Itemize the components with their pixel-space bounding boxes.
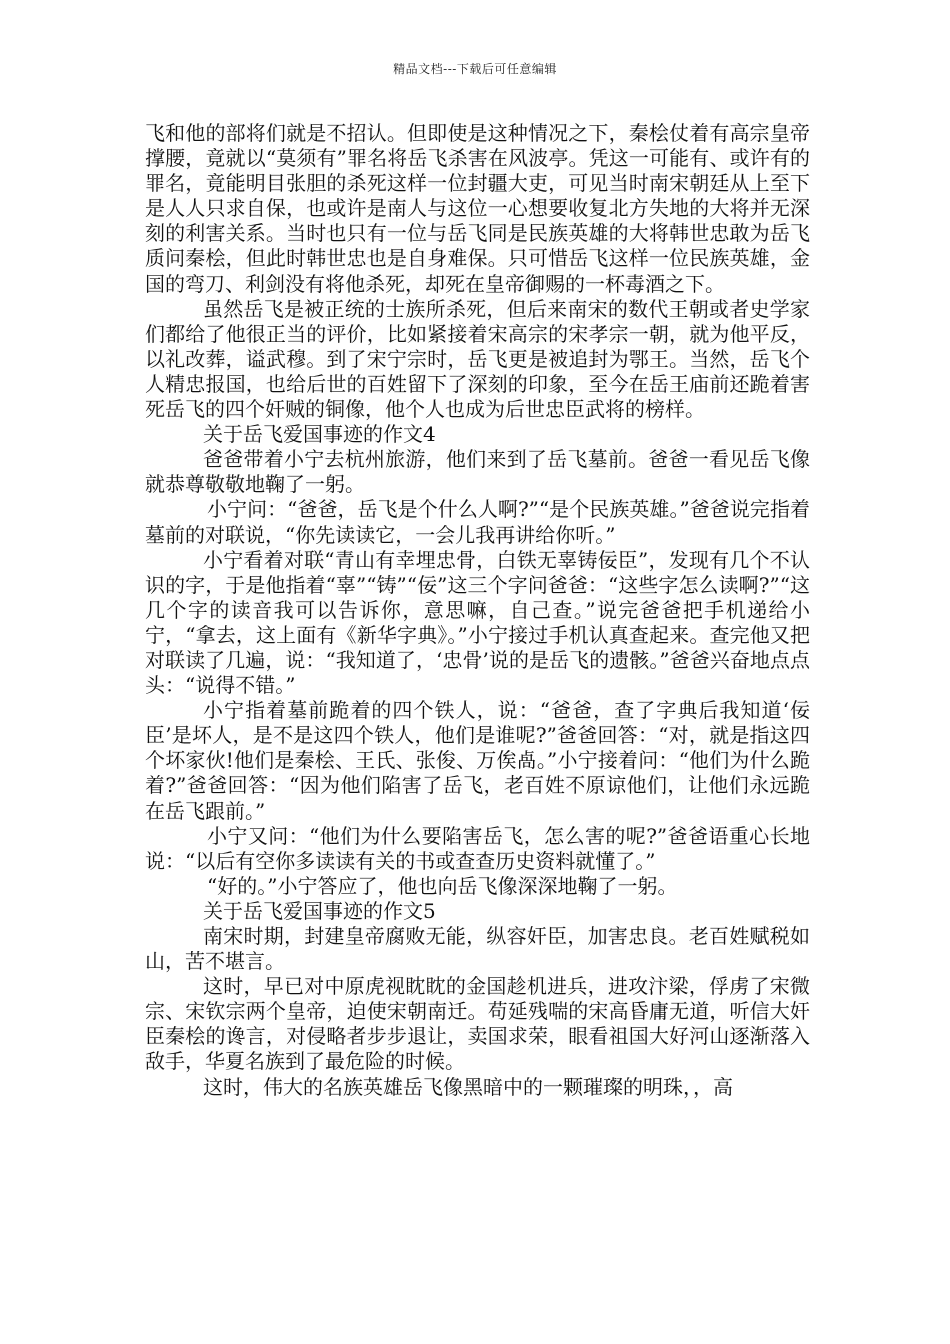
paragraph: 虽然岳飞是被正统的士族所杀死，但后来南宋的数代王朝或者史学家们都给了他很正当的评价，比如紧接着宋高宗的宋孝宗一朝，就为他平反，以礼改葬，谥武穆。到了宋宁宗时，岳飞更是被追封为鄂王。当然，岳飞个人精忠报国，也给后世的百姓留下了深刻的印象，至今在岳王庙前还跪着害死岳飞的四个奸贼的铜像，他个人也成为后世忠臣武将的榜样。 [145,296,810,422]
paragraph: 小宁又问：“他们为什么要陷害岳飞，怎么害的呢?”爸爸语重心长地说：“以后有空你多读读有关的书或查查历史资料就懂了。” [145,823,810,873]
page-header: 精品文档---下载后可任意编辑 [393,62,557,76]
paragraph: 这时，伟大的名族英雄岳飞像黑暗中的一颗璀璨的明珠，，高 [203,1074,733,1099]
section-heading: 关于岳飞爱国事迹的作文5 [203,898,436,923]
paragraph: “好的。”小宁答应了，他也向岳飞像深深地鞠了一躬。 [207,873,678,898]
paragraph: 小宁指着墓前跪着的四个铁人，说：“爸爸，查了字典后我知道‘佞臣’是坏人，是不是这四个铁人，他们是谁呢?”爸爸回答：“对，就是指这四个坏家伙!他们是秦桧、王氏、张俊、万俟卨。”小宁接着问：“他们为什么跪着?”爸爸回答：“因为他们陷害了岳飞，老百姓不原谅他们，让他们永远跪在岳飞跟前。” [145,698,810,823]
paragraph: 小宁看着对联“青山有幸埋忠骨，白铁无辜铸佞臣”，发现有几个不认识的字，于是他指着“辜”“铸”“佞”这三个字问爸爸：“这些字怎么读啊?”“这几个字的读音我可以告诉你，意思嘛，自己查。”说完爸爸把手机递给小宁，“拿去，这上面有《新华字典》。”小宁接过手机认真查起来。查完他又把对联读了几遍，说：“我知道了，‘忠骨’说的是岳飞的遗骸。”爸爸兴奋地点点头：“说得不错。” [145,547,810,698]
paragraph: 爸爸带着小宁去杭州旅游，他们来到了岳飞墓前。爸爸一看见岳飞像就恭尊敬敬地鞠了一躬。 [145,447,810,497]
paragraph: 这时，早已对中原虎视眈眈的金国趁机进兵，进攻汴梁，俘虏了宋微宗、宋钦宗两个皇帝，迫使宋朝南迁。苟延残喘的宋高昏庸无道，听信大奸臣秦桧的谗言，对侵略者步步退让，卖国求荣，眼看祖国大好河山逐渐落入敌手，华夏名族到了最危险的时候。 [145,974,810,1074]
document-body [145,121,810,1100]
paragraph: 飞和他的部将们就是不招认。但即使是这种情况之下，秦桧仗着有高宗皇帝撑腰，竟就以“莫须有”罪名将岳飞杀害在风波亭。凭这一可能有、或许有的罪名，竟能明目张胆的杀死这样一位封疆大吏，可见当时南宋朝廷从上至下是人人只求自保，也或许是南人与这位一心想要收复北方失地的大将并无深刻的利害关系。当时也只有一位与岳飞同是民族英雄的大将韩世忠敢为岳飞质问秦桧，但此时韩世忠也是自身难保。只可惜岳飞这样一位民族英雄，金国的弯刀、利剑没有将他杀死，却死在皇帝御赐的一杯毒酒之下。 [145,121,810,296]
paragraph: 南宋时期，封建皇帝腐败无能，纵容奸臣，加害忠良。老百姓赋税如山，苦不堪言。 [145,924,810,974]
paragraph: 小宁问：“爸爸，岳飞是个什么人啊?”“是个民族英雄。”爸爸说完指着墓前的对联说，“你先读读它，一会儿我再讲给你听。” [145,497,810,547]
section-heading: 关于岳飞爱国事迹的作文4 [203,422,436,447]
